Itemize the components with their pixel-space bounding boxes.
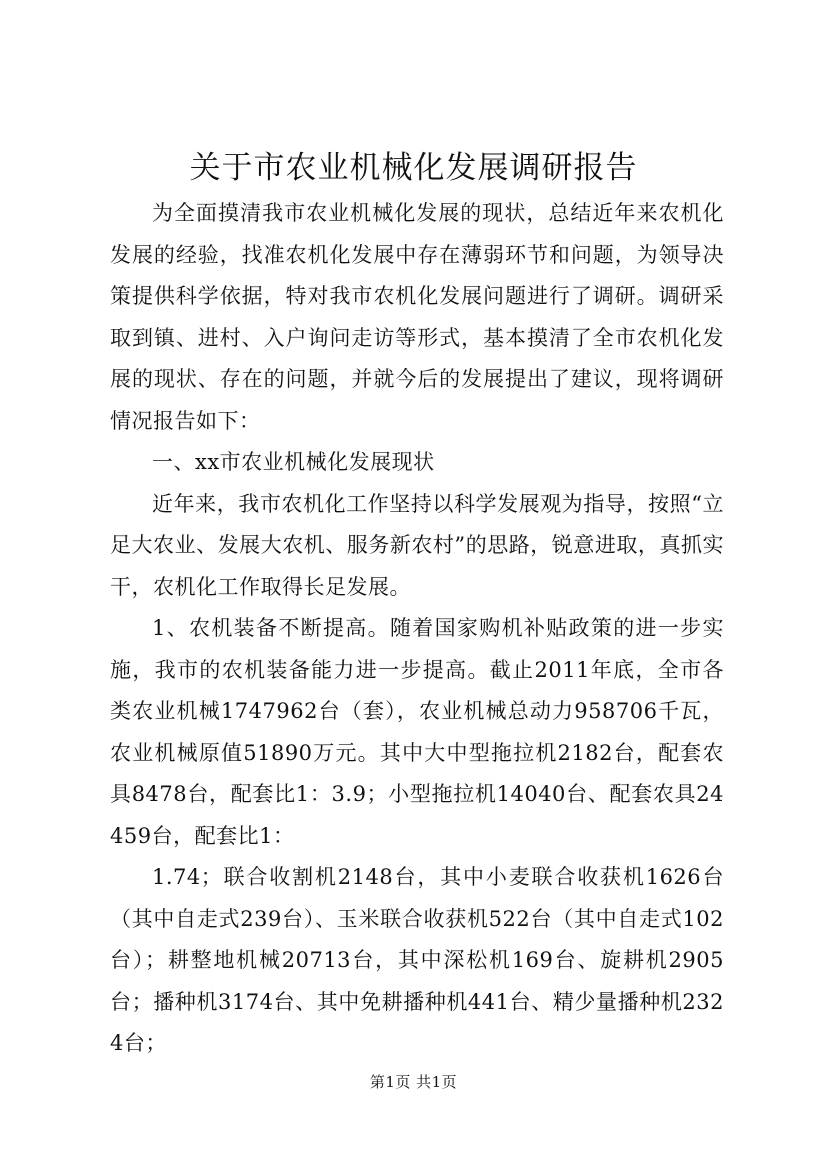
paragraph-equipment-continued: 1.74；联合收割机2148台，其中小麦联合收获机1626台（其中自走式239台）、玉米联合收获机522台（其中自走式102台）；耕整地机械20713台，其中深松机169台、旋耕机2905台；播种机3174台、其中免耕播种机441台、精少量播种机2324台；	[110, 865, 724, 1055]
section-heading: 一、xx市农业机械化发展现状	[152, 450, 435, 474]
paragraph-overview: 近年来，我市农机化工作坚持以科学发展观为指导，按照“立足大农业、发展大农机、服务新农村”的思路，锐意进取，真抓实干，农机化工作取得长足发展。	[110, 491, 724, 599]
paragraph-intro: 为全面摸清我市农业机械化发展的现状，总结近年来农机化发展的经验，找准农机化发展中存在薄弱环节和问题，为领导决策提供科学依据，特对我市农机化发展问题进行了调研。调研采取到镇、进村、入户询问走访等形式，基本摸清了全市农机化发展的现状、存在的问题，并就今后的发展提出了建议，现将调研情况报告如下：	[110, 201, 724, 433]
paragraph-equipment: 1、农机装备不断提高。随着国家购机补贴政策的进一步实施，我市的农机装备能力进一步提高。截止2011年底，全市各类农业机械1747962台（套），农业机械总动力958706千瓦，农业机械原值51890万元。其中大中型拖拉机2182台，配套农具8478台，配套比1：3.9；小型拖拉机14040台、配套农具24459台，配套比1：	[110, 616, 724, 848]
document-title: 关于市农业机械化发展调研报告	[189, 150, 638, 186]
page-footer: 第1页 共1页	[369, 1073, 458, 1091]
document-body	[110, 193, 724, 1065]
